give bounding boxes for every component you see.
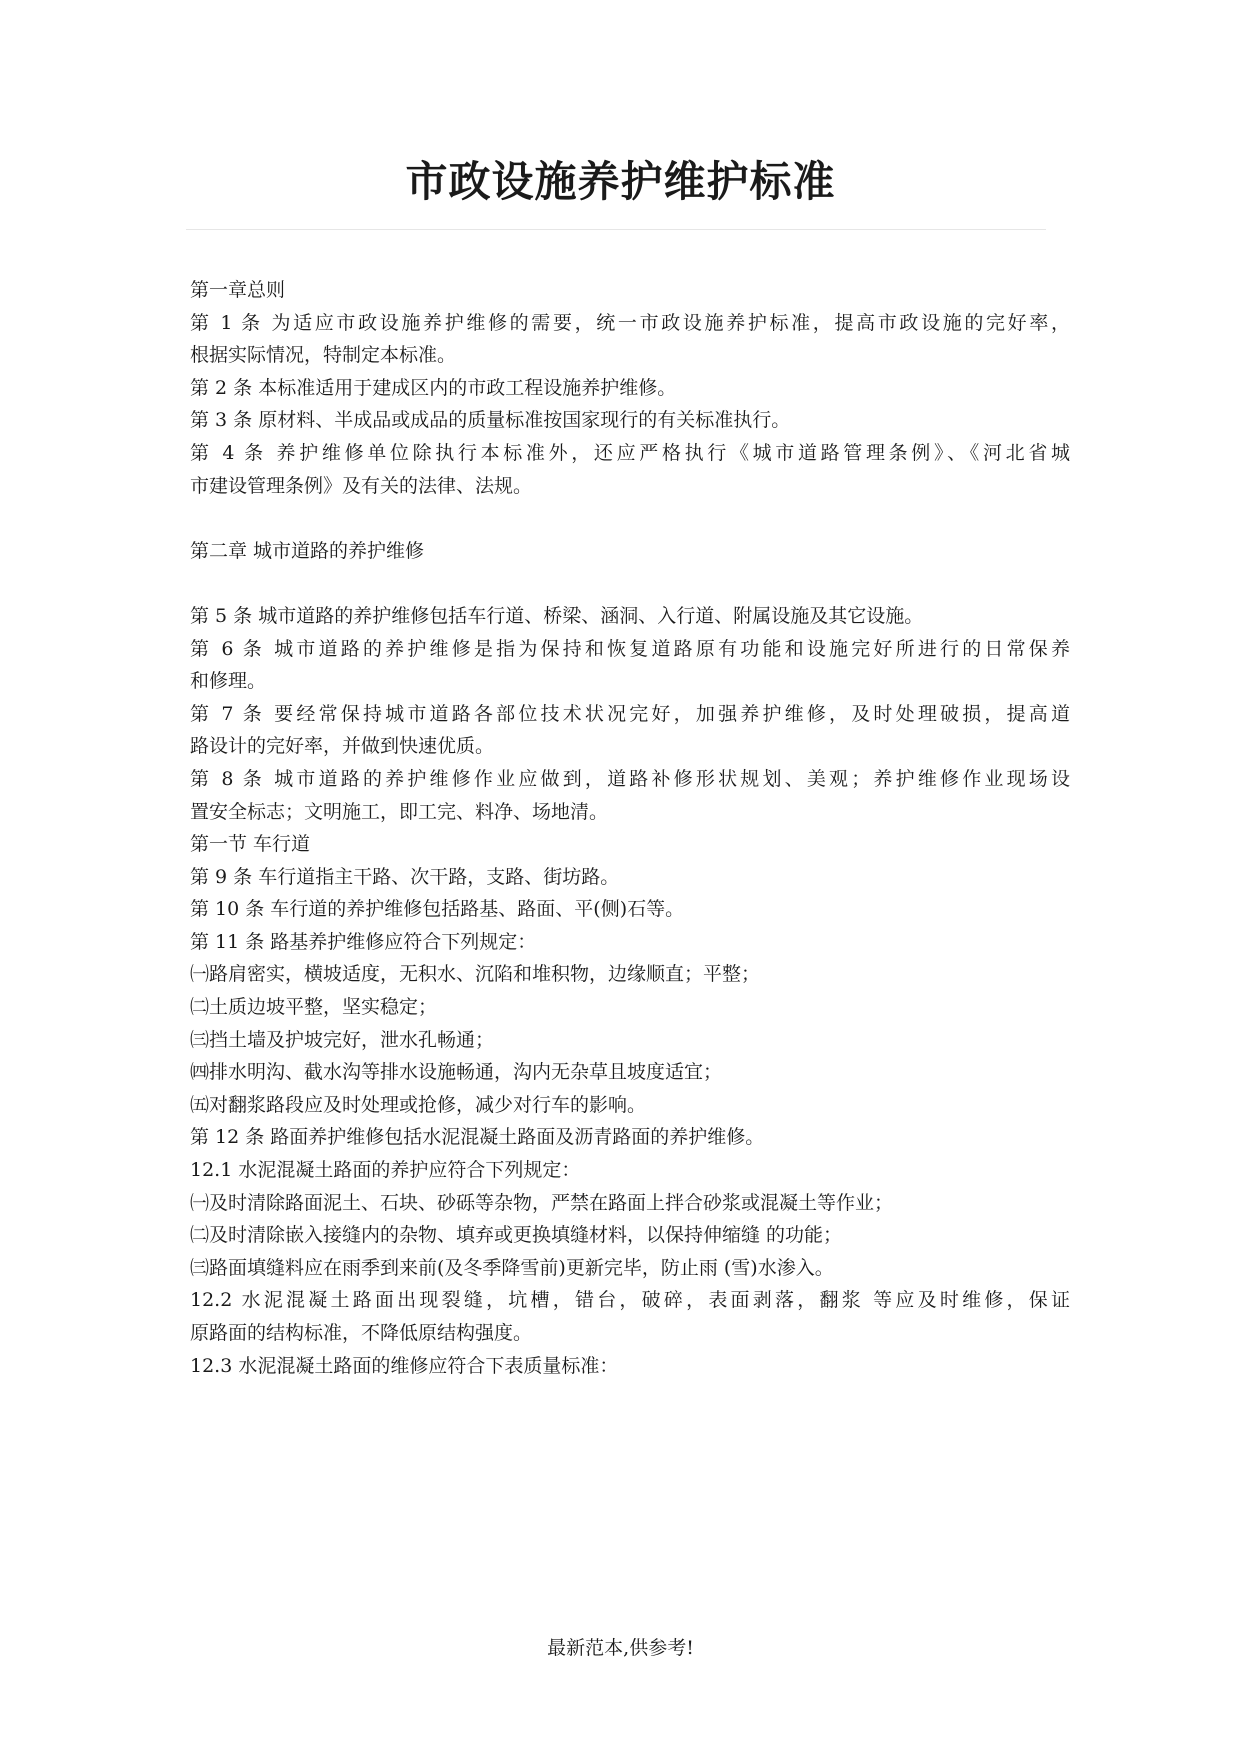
text-line: 12.1 水泥混凝土路面的养护应符合下列规定： xyxy=(190,1159,581,1182)
text-line: 第 8 条 城市道路的养护维修作业应做到，道路补修形状规划、美观；养护维修作业现场设 xyxy=(190,767,1070,790)
text-line: 原路面的结构标准，不降低原结构强度。 xyxy=(190,1322,533,1344)
text-line: 第 4 条 养护维修单位除执行本标准外，还应严格执行《城市道路管理条例》、《河北省城 xyxy=(190,441,1070,464)
text-line: 第 2 条 本标准适用于建成区内的市政工程设施养护维修。 xyxy=(190,376,677,399)
title-divider xyxy=(186,229,1046,230)
text-line: ㈣排水明沟、截水沟等排水设施畅通，沟内无杂草且坡度适宜； xyxy=(190,1061,723,1084)
text-line: 第 3 条 原材料、半成品或成品的质量标准按国家现行的有关标准执行。 xyxy=(190,409,791,432)
text-line: 第 6 条 城市道路的养护维修是指为保持和恢复道路原有功能和设施完好所进行的日常保养 xyxy=(190,637,1070,660)
text-line: 路设计的完好率，并做到快速优质。 xyxy=(190,735,495,758)
text-line: ㈠路肩密实，横坡适度，无积水、沉陷和堆积物，边缘顺直；平整； xyxy=(190,963,761,986)
text-line: ㈢挡土墙及护坡完好，泄水孔畅通； xyxy=(190,1028,495,1051)
text-line: 第 10 条 车行道的养护维修包括路基、路面、平(侧)石等。 xyxy=(190,898,685,921)
text-line: 市建设管理条例》及有关的法律、法规。 xyxy=(190,474,533,497)
document-title: 市政设施养护维护标准 xyxy=(405,157,836,206)
text-line: 第 12 条 路面养护维修包括水泥混凝土路面及沥青路面的养护维修。 xyxy=(190,1126,765,1149)
text-line: ㈢路面填缝料应在雨季到来前(及冬季降雪前)更新完毕，防止雨 (雪)水渗入。 xyxy=(190,1256,834,1279)
text-line: 12.3 水泥混凝土路面的维修应符合下表质量标准： xyxy=(190,1354,619,1377)
text-line: 第 11 条 路基养护维修应符合下列规定： xyxy=(190,930,537,953)
text-line: 12.2 水泥混凝土路面出现裂缝，坑槽，错台，破碎，表面剥落，翻浆 等应及时维修，保证 xyxy=(190,1289,1070,1312)
blank-line xyxy=(190,502,1070,535)
text-line: 第 9 条 车行道指主干路、次干路，支路、街坊路。 xyxy=(190,865,620,888)
text-line: 第一节 车行道 xyxy=(190,833,311,856)
text-line: ㈡土质边坡平整，坚实稳定； xyxy=(190,996,438,1019)
text-line: 第二章 城市道路的养护维修 xyxy=(190,539,425,562)
text-line: 第 7 条 要经常保持城市道路各部位技术状况完好，加强养护维修，及时处理破损，提高道 xyxy=(190,702,1070,725)
text-line: 根据实际情况，特制定本标准。 xyxy=(190,344,457,367)
text-line: 第一章总则 xyxy=(190,279,286,301)
text-line: 第 1 条 为适应市政设施养护维修的需要，统一市政设施养护标准，提高市政设施的完好率， xyxy=(190,311,1070,334)
blank-line xyxy=(190,567,1070,600)
text-line: 置安全标志；文明施工，即工完、料净、场地清。 xyxy=(190,800,609,823)
text-line: ㈠及时清除路面泥土、石块、砂砾等杂物，严禁在路面上拌合砂浆或混凝土等作业； xyxy=(190,1191,894,1214)
text-line: ㈡及时清除嵌入接缝内的杂物、填弃或更换填缝材料，以保持伸缩缝 的功能； xyxy=(190,1224,843,1247)
document-body xyxy=(190,274,1070,1382)
page-footer: 最新范本,供参考! xyxy=(547,1637,694,1659)
text-line: 第 5 条 城市道路的养护维修包括车行道、桥梁、涵洞、入行道、附属设施及其它设施。 xyxy=(190,604,924,627)
text-line: ㈤对翻浆路段应及时处理或抢修，减少对行车的影响。 xyxy=(190,1093,647,1116)
text-line: 和修理。 xyxy=(190,670,267,693)
